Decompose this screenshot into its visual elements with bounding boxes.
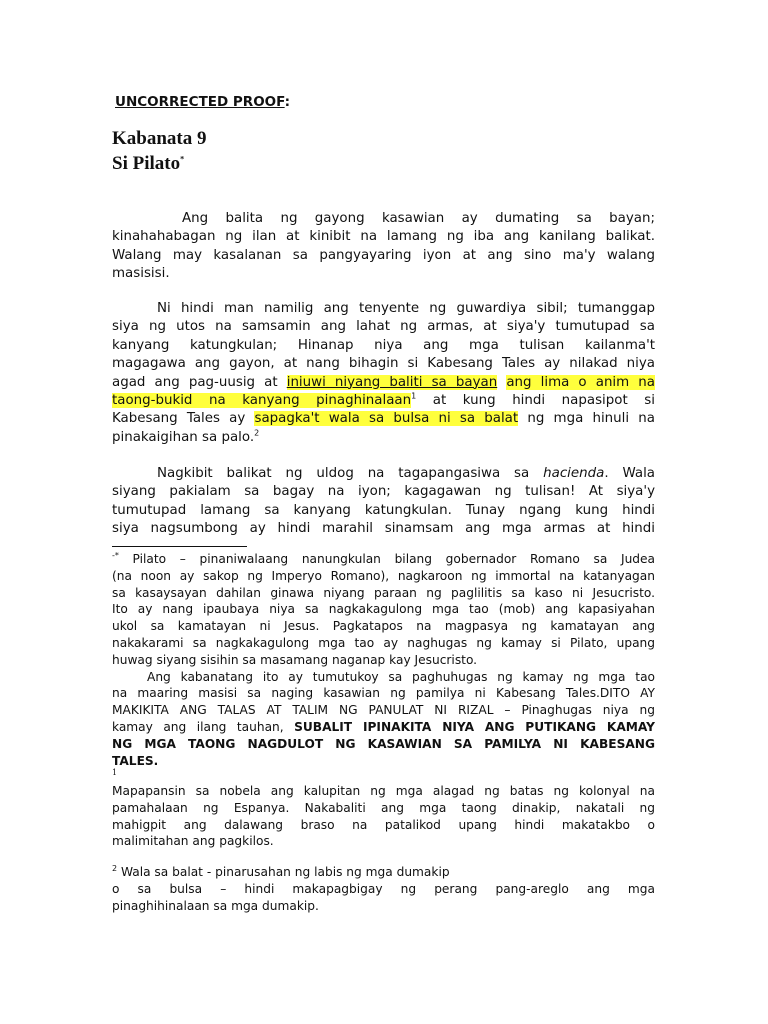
footnote-line: na maaring masisi sa naging kasawian ng pamilya ni Kabesang Tales.DITO AY (112, 686, 655, 701)
bold-text: SUBALIT IPINAKITA NIYA ANG PUTIKANG KAMAY (294, 719, 655, 734)
footnote-line: MAKIKITA ANG TALAS AT TALIM NG PANULAT NI RIZAL – Pinaghugas niya ng (112, 703, 655, 718)
paragraph-line: siya ng utos na samsamin ang lahat ng armas, at siya'y tumutupad sa (112, 319, 655, 335)
footnote-line: o sa bulsa – hindi makapagbigay ng perang pang-areglo ang mga (112, 881, 655, 896)
text-run: . Wala (604, 466, 655, 481)
footnote-mark: 2 (112, 864, 118, 873)
paragraph-line (112, 465, 655, 483)
footnote-line (112, 736, 655, 753)
highlighted-text: iniuwi niyang baliti sa bayan (286, 374, 498, 390)
footnote-ref-1: 1 (411, 391, 417, 401)
text-run: kamay ang ilang tauhan, (112, 719, 295, 734)
paragraph-1 (112, 210, 655, 284)
text-run (497, 375, 506, 390)
footnote-line: sa kasaysayan dahilan ginawa niyang paraan ng paglilitis sa kaso ni Jesucristo. (112, 585, 655, 600)
footnote-divider (112, 546, 247, 547)
text-run: Nagkibit balikat ng uldog na tagapangasiwa sa (157, 466, 544, 481)
text-run: pinakaigihan sa palo. (112, 429, 255, 445)
paragraph-line (112, 429, 655, 447)
footnote-ref-2: 2 (254, 428, 260, 438)
chapter-title-text: Si Pilato (112, 153, 181, 174)
italic-text: hacienda (543, 466, 605, 481)
paragraph-line (112, 392, 655, 410)
text-run: at kung hindi napasipot si (416, 392, 655, 408)
footnote-pilato (112, 551, 655, 769)
footnote-line: ukol sa kamatayan ni Jesus. Pagkatapos na magpasya ng kamatayan ang (112, 619, 655, 634)
paragraph-line: siyang pakialam sa bagay na iyon; kagagawan ng tulisan! At siya'y (112, 484, 655, 500)
highlighted-text: sapagka't wala sa bulsa ni sa balat (254, 411, 519, 427)
paragraph-2 (112, 300, 655, 447)
text-run: ng mga hinuli na (518, 411, 655, 427)
footnote-line (112, 551, 655, 568)
chapter-title-mark: * (180, 154, 185, 164)
proof-header (115, 94, 290, 110)
paragraph-line: Ni hindi man namilig ang tenyente ng guwardiya sibil; tumanggap (157, 301, 655, 316)
chapter-number: Kabanata 9 (112, 128, 207, 149)
chapter-title (112, 153, 184, 175)
text-run: Kabesang Tales ay (112, 411, 255, 427)
footnote-line (112, 753, 655, 770)
paragraph-line: Ang balita ng gayong kasawian ay dumating sa bayan; (182, 211, 655, 226)
paragraph-line: kinahahabagan ng ilan at kinibit na lamang ng iba ang kanilang balikat. (112, 229, 655, 245)
bold-text: NG MGA TAONG NAGDULOT NG KASAWIAN SA PAMILYA NI KABESANG (112, 736, 655, 751)
text-run: Wala sa balat - pinarusahan ng labis ng mga dumakip (117, 865, 450, 879)
paragraph-line: siya nagsumbong ay hindi marahil sinamsam ang mga armas at hindi (112, 521, 655, 537)
proof-label: UNCORRECTED PROOF (115, 94, 285, 110)
paragraph-3 (112, 465, 655, 539)
footnote-line: Mapapansin sa nobela ang kalupitan ng mga alagad ng batas ng kolonyal na (112, 784, 655, 798)
bold-text: TALES. (112, 753, 159, 768)
footnote-2 (112, 864, 655, 914)
paragraph-line: tumutupad lamang sa kanyang katungkulan. Tunay ngang kung hindi (112, 502, 655, 518)
footnote-line (112, 864, 655, 881)
footnote-line: nakakarami sa nagkakagulong mga tao ay naghugas ng kamay si Pilato, upang (112, 635, 655, 650)
footnote-line: mahigpit ang dalawang braso na patalikod upang hindi makatakbo o (112, 817, 655, 832)
paragraph-line: masisisi. (112, 266, 170, 282)
footnote-mark: -* (112, 551, 119, 560)
paragraph-line: Walang may kasalanan sa pangyayaring iyon at ang sino ma'y walang (112, 247, 655, 263)
footnote-line: pamahalaan ng Espanya. Nakabaliti ang mga taong dinakip, nakatali ng (112, 800, 655, 815)
text-run: Pilato – pinaniwalaang nanungkulan bilang gobernador Romano sa Judea (118, 552, 655, 566)
paragraph-line (112, 410, 655, 428)
paragraph-line: magagawa ang gayon, at nang bihagin si Kabesang Tales ay nilakad niya (112, 356, 655, 372)
paragraph-line: kanyang katungkulan; Hinanap niya ang mga tulisan kailanma't (112, 337, 655, 353)
footnote-line (112, 719, 655, 736)
footnote-line: malimitahan ang pagkilos. (112, 834, 274, 849)
highlighted-text: ang lima o anim na (506, 374, 655, 390)
highlighted-text: taong-bukid na kanyang pinaghinalaan (112, 392, 412, 408)
footnote-line: Ito ay nang ipaubaya niya sa nagkakagulong mga tao (mob) ang kapasiyahan (112, 602, 655, 617)
proof-colon: : (284, 94, 291, 110)
footnote-line: pinaghihinalaan sa mga dumakip. (112, 898, 319, 913)
footnote-1 (112, 783, 655, 850)
paragraph-line (112, 374, 655, 392)
footnote-number-1: 1 (112, 768, 118, 777)
footnote-line: Ang kabanatang ito ay tumutukoy sa paghuhugas ng kamay ng mga tao (147, 669, 655, 684)
footnote-line: (na noon ay sakop ng Imperyo Romano), nagkaroon ng immortal na katanyagan (112, 568, 655, 583)
text-run: agad ang pag-uusig at (112, 374, 287, 390)
footnote-line: huwag siyang sisihin sa masamang naganap kay Jesucristo. (112, 652, 478, 667)
